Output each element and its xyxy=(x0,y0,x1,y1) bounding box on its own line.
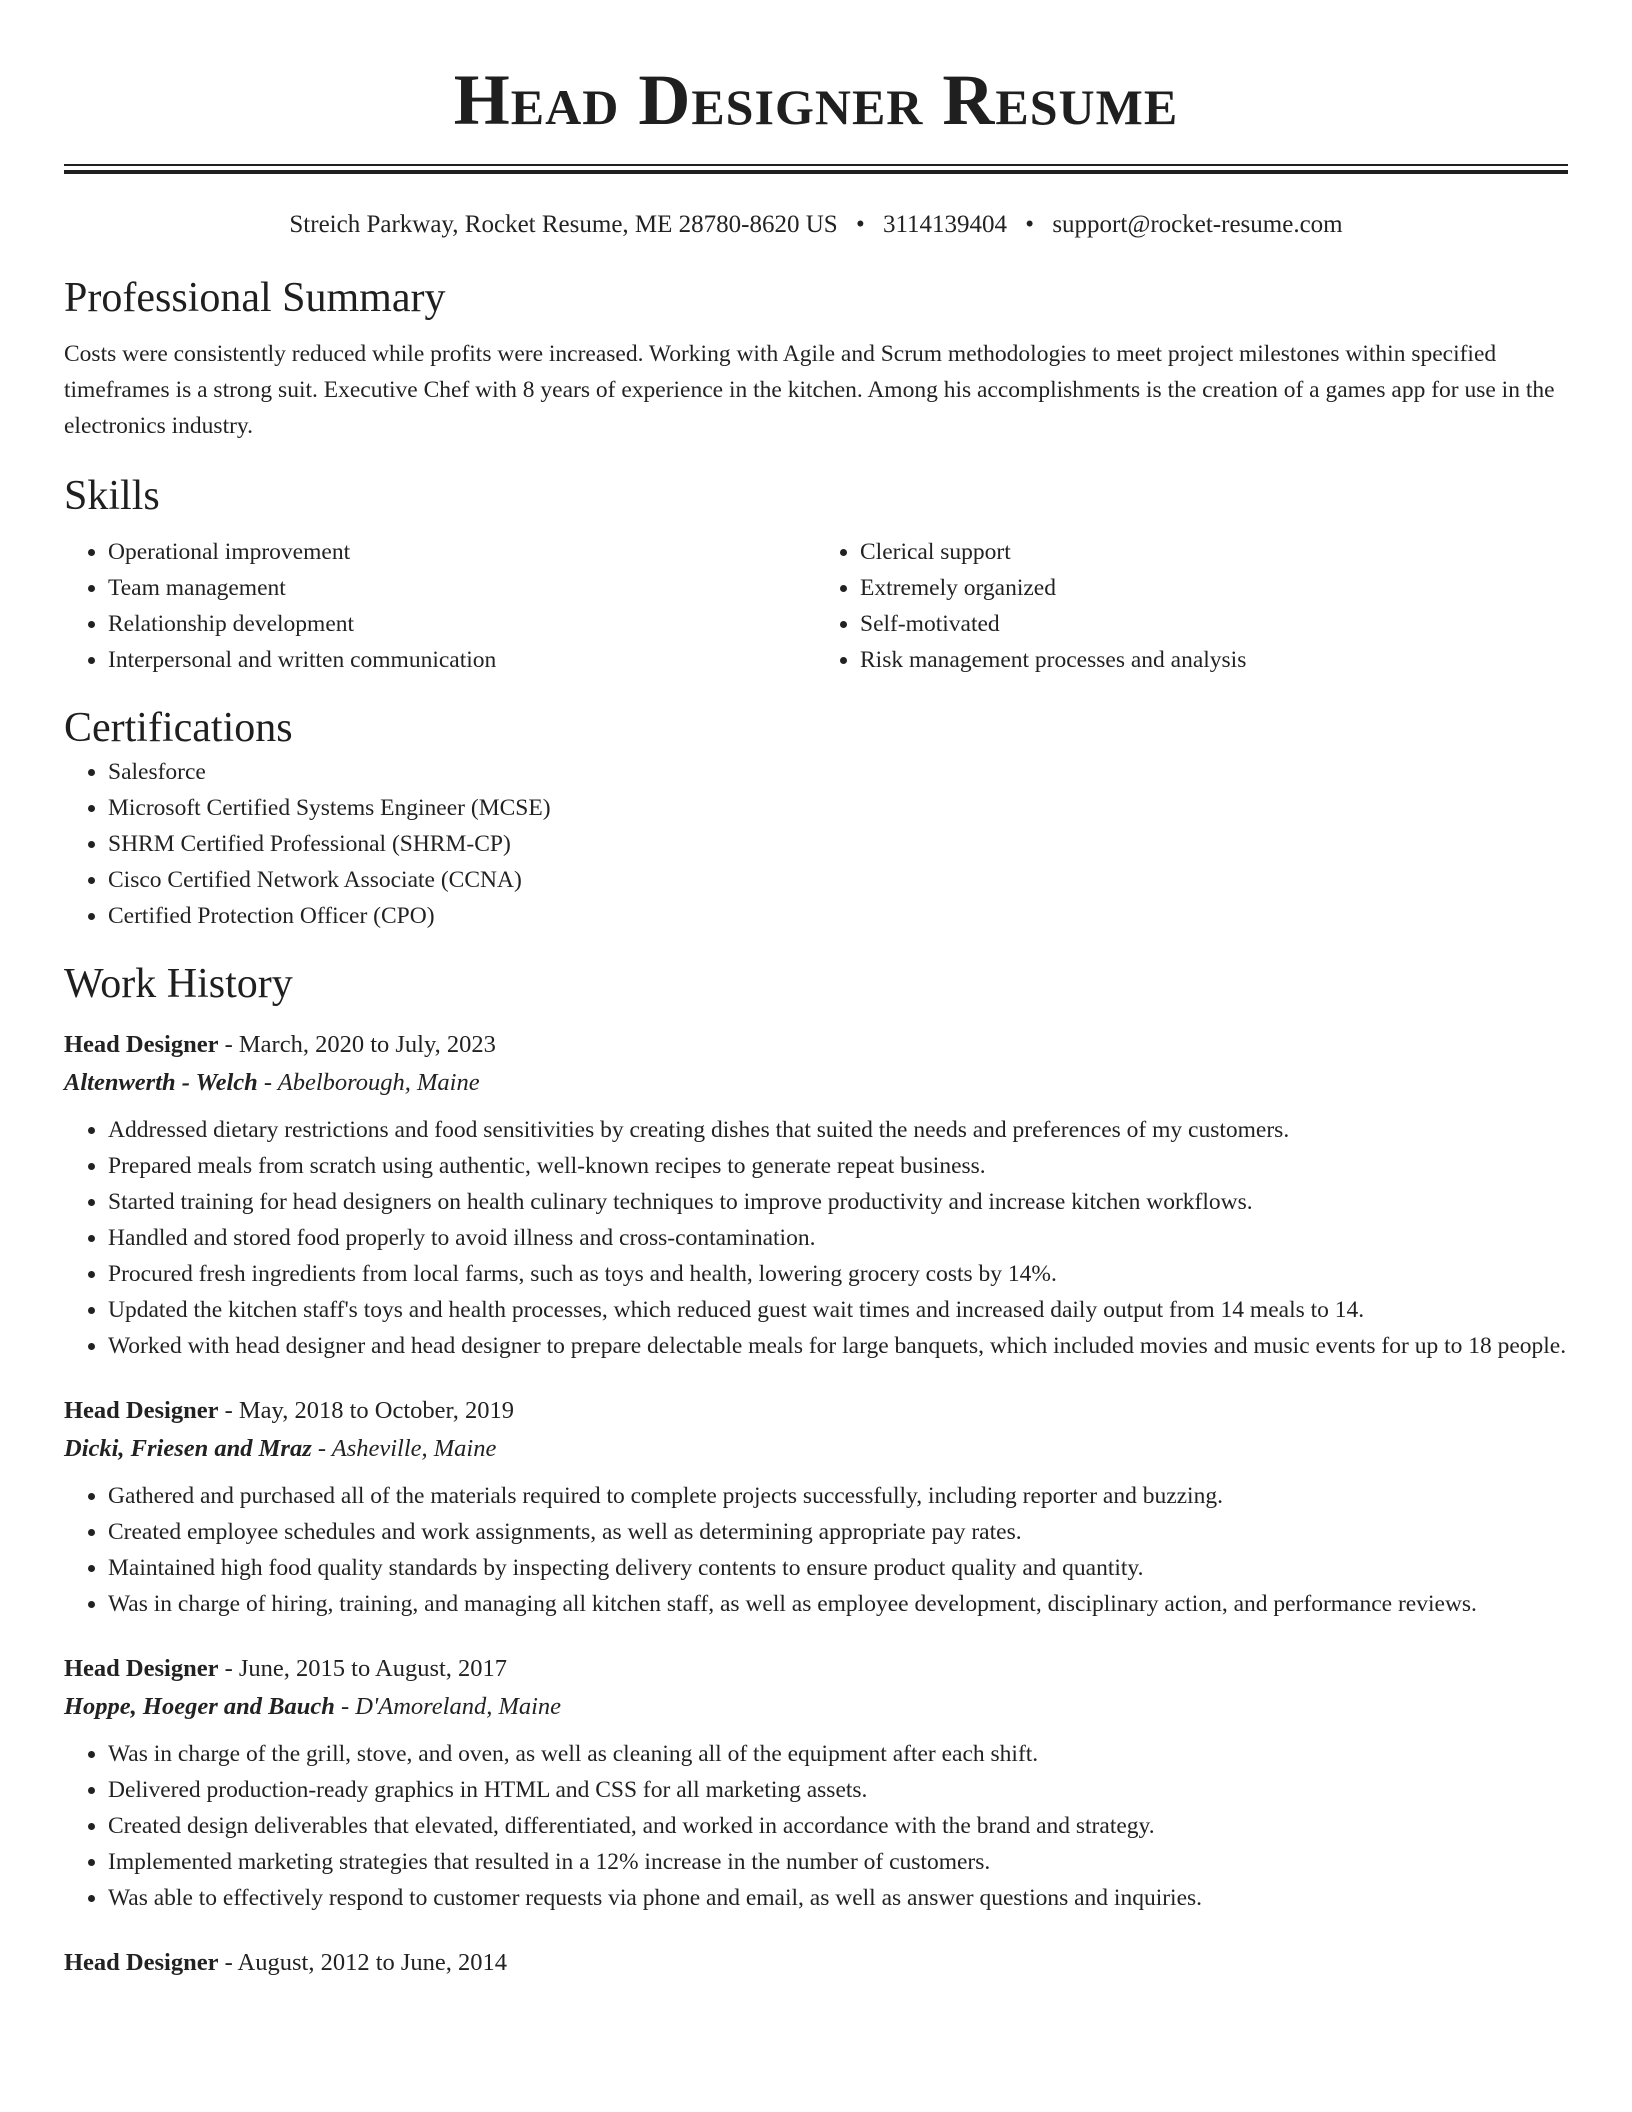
contact-separator: • xyxy=(855,211,865,238)
job-entry xyxy=(64,1392,1568,1622)
job-bullet: • Worked with head designer and head designer to prepare delectable meals for large banquets, which included movies and music events for up to 18 people. xyxy=(108,1328,1568,1364)
job-bullet: • Addressed dietary restrictions and food sensitivities by creating dishes that suited the needs and preferences of my customers. xyxy=(108,1112,1568,1148)
skill-item: • Extremely organized xyxy=(860,570,1568,606)
skills-columns xyxy=(64,534,1568,678)
contact-address: Streich Parkway, Rocket Resume, ME 28780-8620 US xyxy=(289,211,838,238)
job-location: D'Amoreland, Maine xyxy=(355,1693,562,1720)
company-line xyxy=(64,1430,1568,1468)
dash: - xyxy=(334,1693,356,1720)
job-bullet: • Created design deliverables that elevated, differentiated, and worked in accordance with the brand and strategy. xyxy=(108,1808,1568,1844)
job-location: Asheville, Maine xyxy=(331,1435,497,1462)
job-dates: June, 2015 to August, 2017 xyxy=(238,1655,508,1682)
company-name: Dicki, Friesen and Mraz xyxy=(64,1435,312,1462)
job-bullets xyxy=(64,1112,1568,1364)
job-title-line xyxy=(64,1944,1568,1982)
job-title-line xyxy=(64,1650,1568,1688)
summary-text: Costs were consistently reduced while profits were increased. Working with Agile and Scrum methodologies to meet project milestones within specified timeframes is a strong suit. Executive Chef with 8 years of experience in the kitchen. Among his accomplishments is the creation of a games app for use in the electronics industry. xyxy=(64,341,1555,439)
certifications-heading: Certifications xyxy=(64,705,293,751)
job-bullet: • Maintained high food quality standards by inspecting delivery contents to ensure product quality and quantity. xyxy=(108,1550,1568,1586)
job-bullet: • Started training for head designers on health culinary techniques to improve productivity and increase kitchen workflows. xyxy=(108,1184,1568,1220)
contact-separator: • xyxy=(1025,211,1035,238)
job-title: Head Designer xyxy=(64,1397,219,1424)
certification-item: • SHRM Certified Professional (SHRM-CP) xyxy=(108,826,1568,862)
page-title: Head Designer Resume xyxy=(453,60,1179,140)
job-bullet: • Delivered production-ready graphics in HTML and CSS for all marketing assets. xyxy=(108,1772,1568,1808)
work-history-heading: Work History xyxy=(64,961,293,1007)
skills-right-list xyxy=(816,534,1568,678)
company-line xyxy=(64,1688,1568,1726)
job-bullet: • Updated the kitchen staff's toys and health processes, which reduced guest wait times and increased daily output from 14 meals to 14. xyxy=(108,1292,1568,1328)
job-dates: March, 2020 to July, 2023 xyxy=(238,1031,496,1058)
skills-left-list xyxy=(64,534,816,678)
title-divider xyxy=(64,164,1568,174)
company-name: Altenwerth - Welch xyxy=(64,1069,258,1096)
job-bullet: • Gathered and purchased all of the materials required to complete projects successfully, including reporter and buzzing. xyxy=(108,1478,1568,1514)
skill-item: • Operational improvement xyxy=(108,534,816,570)
skill-item: • Self-motivated xyxy=(860,606,1568,642)
dash: - xyxy=(257,1069,278,1096)
job-location: Abelborough, Maine xyxy=(277,1069,480,1096)
skill-item: • Team management xyxy=(108,570,816,606)
contact-email: support@rocket-resume.com xyxy=(1052,211,1343,238)
job-title-line xyxy=(64,1392,1568,1430)
certification-item: • Microsoft Certified Systems Engineer (MCSE) xyxy=(108,790,1568,826)
company-name: Hoppe, Hoeger and Bauch xyxy=(64,1693,335,1720)
job-bullet: • Procured fresh ingredients from local farms, such as toys and health, lowering grocery costs by 14%. xyxy=(108,1256,1568,1292)
certification-item: • Salesforce xyxy=(108,754,1568,790)
dash: - xyxy=(218,1949,238,1976)
dash: - xyxy=(218,1397,239,1424)
job-title: Head Designer xyxy=(64,1031,219,1058)
skills-heading: Skills xyxy=(64,473,160,519)
job-bullet: • Was able to effectively respond to customer requests via phone and email, as well as answer questions and inquiries. xyxy=(108,1880,1568,1916)
job-bullet: • Handled and stored food properly to avoid illness and cross-contamination. xyxy=(108,1220,1568,1256)
skill-item: • Clerical support xyxy=(860,534,1568,570)
dash: - xyxy=(218,1655,239,1682)
certification-item: • Cisco Certified Network Associate (CCNA) xyxy=(108,862,1568,898)
job-bullet: • Prepared meals from scratch using authentic, well-known recipes to generate repeat business. xyxy=(108,1148,1568,1184)
job-bullet: • Was in charge of hiring, training, and managing all kitchen staff, as well as employee development, disciplinary action, and performance reviews. xyxy=(108,1586,1568,1622)
job-dates: May, 2018 to October, 2019 xyxy=(238,1397,514,1424)
job-title: Head Designer xyxy=(64,1655,219,1682)
job-dates: August, 2012 to June, 2014 xyxy=(237,1949,508,1976)
dash: - xyxy=(311,1435,332,1462)
contact-line xyxy=(64,208,1568,242)
job-entry xyxy=(64,1026,1568,1364)
certifications-list xyxy=(64,754,1568,934)
job-entry xyxy=(64,1650,1568,1916)
job-title: Head Designer xyxy=(64,1949,219,1976)
job-bullet: • Implemented marketing strategies that resulted in a 12% increase in the number of customers. xyxy=(108,1844,1568,1880)
summary-heading: Professional Summary xyxy=(64,275,446,321)
skill-item: • Risk management processes and analysis xyxy=(860,642,1568,678)
job-bullet: • Was in charge of the grill, stove, and oven, as well as cleaning all of the equipment after each shift. xyxy=(108,1736,1568,1772)
job-bullets xyxy=(64,1478,1568,1622)
dash: - xyxy=(218,1031,239,1058)
job-entry xyxy=(64,1944,1568,1982)
skill-item: • Relationship development xyxy=(108,606,816,642)
certification-item: • Certified Protection Officer (CPO) xyxy=(108,898,1568,934)
company-line xyxy=(64,1064,1568,1102)
job-bullets xyxy=(64,1736,1568,1916)
job-title-line xyxy=(64,1026,1568,1064)
skill-item: • Interpersonal and written communication xyxy=(108,642,816,678)
contact-phone: 3114139404 xyxy=(882,211,1008,238)
job-bullet: • Created employee schedules and work assignments, as well as determining appropriate pay rates. xyxy=(108,1514,1568,1550)
resume-page xyxy=(64,0,1568,1982)
